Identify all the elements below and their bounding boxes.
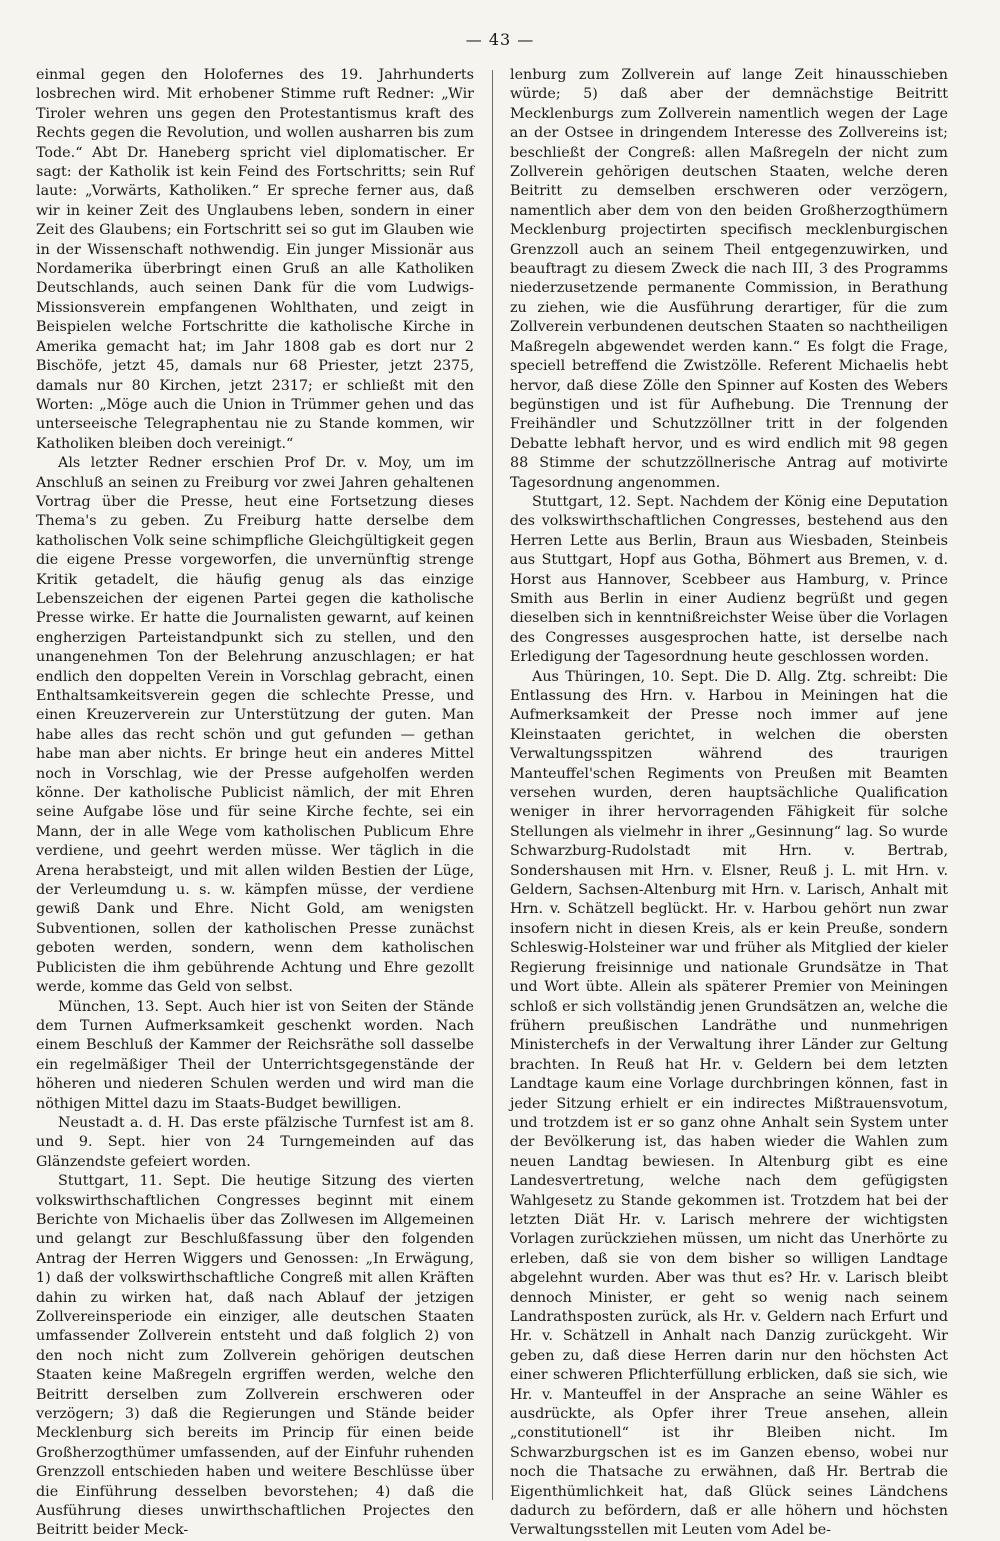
page-number: — 43 — — [465, 30, 535, 49]
right-column — [510, 66, 948, 1539]
article-paragraph: Neustadt a. d. H. Das erste pfälzische Turnfest ist am 8. und 9. Sept. hier von 24 Turngemeinden auf das Glänzendste gefeiert worden. — [36, 1114, 474, 1170]
article-paragraph: einmal gegen den Holofernes des 19. Jahrhunderts losbrechen wird. Mit erhobener Stimme ruft Redner: „Wir Tiroler wehren uns gegen den Protestantismus kraft des Rechts gegen die Revolution, und wollen ausharren bis zum Tode.“ Abt Dr. Haneberg spricht viel diplomatischer. Er sagt: der Katholik ist kein Feind des Fortschritts; sein Ruf laute: „Vorwärts, Katholiken.“ Er spreche ferner aus, daß wir in keiner Zeit des Unglaubens leben, sondern in einer Zeit des Glaubens; ein Fortschritt sei so gut im Glauben wie in der Wissenschaft nothwendig. Ein junger Missionär aus Nordamerika überbringt einen Gruß an alle Katholiken Deutschlands, auch seinen Dank für die vom Ludwigs-Missionsverein empfangenen Wohlthaten, und zeigt in Beispielen welche Fortschritte die katholische Kirche in Amerika gemacht hat; im Jahr 1808 gab es dort nur 2 Bischöfe, jetzt 45, damals nur 68 Priester, jetzt 2375, damals nur 80 Kirchen, jetzt 2317; er schließt mit den Worten: „Möge auch die Union in Trümmer gehen und das unterseeische Telegraphentau nie zu Stande kommen, wir Katholiken bleiben doch vereinigt.“ — [36, 67, 474, 452]
article-paragraph: München, 13. Sept. Auch hier ist von Seiten der Stände dem Turnen Aufmerksamkeit geschenkt worden. Nach einem Beschluß der Kammer der Reichsräthe soll dasselbe ein regelmäßiger Theil der Unterrichtsgegenstände der höheren und niederen Schulen werden und wird man die nöthigen Mittel dazu im Staats-Budget bewilligen. — [36, 998, 474, 1112]
left-column — [36, 66, 474, 1539]
article-paragraph: Als letzter Redner erschien Prof Dr. v. Moy, um im Anschluß an seinen zu Freiburg vor zwei Jahren gehaltenen Vortrag über die Presse, heut eine Fortsetzung dieses Thema's zu geben. Zu Freiburg hatte derselbe dem katholischen Volk seine schimpfliche Gleichgültigkeit gegen die eigene Presse vorgeworfen, die unvernünftig strenge Kritik getadelt, die häufig genug als das einzige Lebenszeichen der eigenen Partei gegen die katholische Presse wirke. Er hatte die Journalisten gewarnt, auf keinen engherzigen Parteistandpunkt sich zu stellen, und den unangenehmen Ton der Belehrung anzuschlagen; er hat endlich den doppelten Verein in Vorschlag gebracht, einen Enthaltsamkeitsverein gegen die schlechte Presse, und einen Kreuzerverein zur Unterstützung der guten. Man habe alles das recht schön und gut gefunden — gethan habe man aber nichts. Er bringe heut ein anderes Mittel noch in Vorschlag, wie der Presse aufgeholfen werden könne. Der katholische Publicist nämlich, der mit Ehren seine Aufgabe löse und für seine Kirche fechte, sei ein Mann, der in alle Wege vom katholischen Publicum Ehre verdiene, und geehrt werden müsse. Wer täglich in die Arena herabsteigt, und mit allen wilden Bestien der Lüge, der Verleumdung u. s. w. kämpfen müsse, der verdiene gewiß Dank und Ehre. Nicht Gold, am wenigsten Subventionen, sollen der katholischen Presse zunächst geboten werden, sondern, wenn dem katholischen Publicisten die ihm gebührende Achtung und Ehre gezollt werde, komme das Geld von selbst. — [36, 455, 474, 996]
article-paragraph: Stuttgart, 12. Sept. Nachdem der König eine Deputation des volkswirthschaftlichen Congresses, bestehend aus den Herren Lette aus Berlin, Braun aus Wiesbaden, Steinbeis aus Stuttgart, Hopf aus Gotha, Böhmert aus Bremen, v. d. Horst aus Hannover, Scebbeer aus Hamburg, v. Prince Smith aus Berlin in einer Audienz begrüßt und gegen dieselben sich in kenntnißreichster Weise über die Vorlagen des Congresses ausgesprochen hatte, ist derselbe nach Erledigung der Tagesordnung heute geschlossen worden. — [510, 493, 948, 666]
article-paragraph: Stuttgart, 11. Sept. Die heutige Sitzung des vierten volkswirthschaftlichen Congresses beginnt mit einem Berichte von Michaelis über das Zollwesen im Allgemeinen und gelangt zur Beschlußfassung über den folgenden Antrag der Herren Wiggers und Genossen: „In Erwägung, 1) daß der volkswirthschaftliche Congreß mit allen Kräften dahin zu wirken hat, daß nach Ablauf der jetzigen Zollvereinsperiode ein einziger, alle deutschen Staaten umfassender Zollverein entsteht und daß folglich 2) von den noch nicht zum Zollverein gehörigen deutschen Staaten keine Maßregeln ergriffen werden, welche den Beitritt derselben zum Zollverein erschweren oder verzögern; 3) daß die Regierungen und Stände beider Mecklenburg sich bereits im Princip für einen beide Großherzogthümer umfassenden, auf der Einfuhr ruhenden Grenzzoll entschieden haben und weitere Beschlüsse über die Einführung desselben bevorstehen; 4) daß die Ausführung dieses unwirthschaftlichen Projectes den Beitritt beider Meck- — [36, 1173, 474, 1539]
article-paragraph: Aus Thüringen, 10. Sept. Die D. Allg. Ztg. schreibt: Die Entlassung des Hrn. v. Harbou in Meiningen hat die Aufmerksamkeit der Presse noch immer auf jene Kleinstaaten gerichtet, in welchen die obersten Verwaltungsspitzen während des traurigen Manteuffel'schen Regiments von Preußen mit Beamten versehen wurden, deren hauptsächliche Qualification weniger in ihrer hervorragenden Fähigkeit für solche Stellungen als vielmehr in ihrer „Gesinnung“ lag. So wurde Schwarzburg-Rudolstadt mit Hrn. v. Bertrab, Sondershausen mit Hrn. v. Elsner, Reuß j. L. mit Hrn. v. Geldern, Sachsen-Altenburg mit Hrn. v. Larisch, Anhalt mit Hrn. v. Schätzell beglückt. Hr. v. Harbou gehört nun zwar insofern nicht in diesen Kreis, als er kein Preuße, sondern Schleswig-Holsteiner war und früher als Mitglied der kieler Regierung freisinnige und nationale Grundsätze in That und Wort übte. Allein als späterer Premier von Meiningen schloß er sich vollständig jenen Grundsätzen an, welche die frühern preußischen Landräthe und nunmehrigen Ministerchefs in der Verwaltung ihrer Länder zur Geltung brachten. In Reuß hat Hr. v. Geldern bei dem letzten Landtage kaum eine Vorlage durchbringen können, fast in jeder Sitzung erhielt er ein indirectes Mißtrauensvotum, und trotzdem ist er so ganz ohne Anhalt sein System unter der Bevölkerung ist, das haben wieder die Wahlen zum neuen Landtag bewiesen. In Altenburg gibt es eine Landesvertretung, welche nach dem gefügigsten Wahlgesetz zu Stande gekommen ist. Trotzdem hat bei der letzten Diät Hr. v. Larisch mehrere der wichtigsten Vorlagen zurückziehen müssen, um nicht das Unerhörte zu erleben, daß sie von dem bisher so willigen Landtage abgelehnt wurden. Aber was thut es? Hr. v. Larisch bleibt dennoch Minister, er geht so wenig nach seinem Landrathsposten zurück, als Hr. v. Geldern nach Erfurt und Hr. v. Schätzell in Anhalt nach Danzig zurückgeht. Wir geben zu, daß diese Herren darin nur den höchsten Act einer schweren Pflichterfüllung erblicken, daß sie sich, wie Hr. v. Manteuffel in der Ansprache an seine Wähler es ausdrückte, als Opfer ihrer Treue ansehen, allein „constitutionell“ ist ihr Bleiben nicht. Im Schwarzburgschen ist es im Ganzen ebenso, wobei nur noch die Thatsache zu erwähnen, daß Hr. Bertrab die Eigenthümlichkeit hat, daß Glück seines Ländchens dadurch zu befördern, daß er alle höhern und höchsten Verwaltungsstellen mit Leuten vom Adel be- — [510, 668, 948, 1539]
article-paragraph: lenburg zum Zollverein auf lange Zeit hinausschieben würde; 5) daß aber der demnächstige Beitritt Mecklenburgs zum Zollverein namentlich wegen der Lage an der Ostsee in dringendem Interesse des Zollvereins ist; beschließt der Congreß: allen Maßregeln der nicht zum Zollverein gehörigen deutschen Staaten, welche deren Beitritt zu demselben erschweren oder verzögern, namentlich aber dem von den beiden Großherzogthümern Mecklenburg projectirten specifisch mecklenburgischen Grenzzoll auch an seinem Theil entgegenzuwirken, und beauftragt zu diesem Zweck die nach III, 3 des Programms niederzusetzende permanente Commission, in Berathung zu ziehen, wie die Ausführung derartiger, für die zum Zollverein verbundenen deutschen Staaten so nachtheiligen Maßregeln abgewendet werden kann.“ Es folgt die Frage, speciell betreffend die Zwistzölle. Referent Michaelis hebt hervor, daß diese Zölle den Spinner auf Kosten des Webers begünstigen und ist für Aufhebung. Die Trennung der Freihändler und Schutzzöllner tritt in der folgenden Debatte lebhaft hervor, und es wird endlich mit 98 gegen 88 Stimme der schutzzöllnerische Antrag auf motivirte Tagesordnung angenommen. — [510, 67, 948, 491]
column-divider — [492, 70, 493, 1500]
